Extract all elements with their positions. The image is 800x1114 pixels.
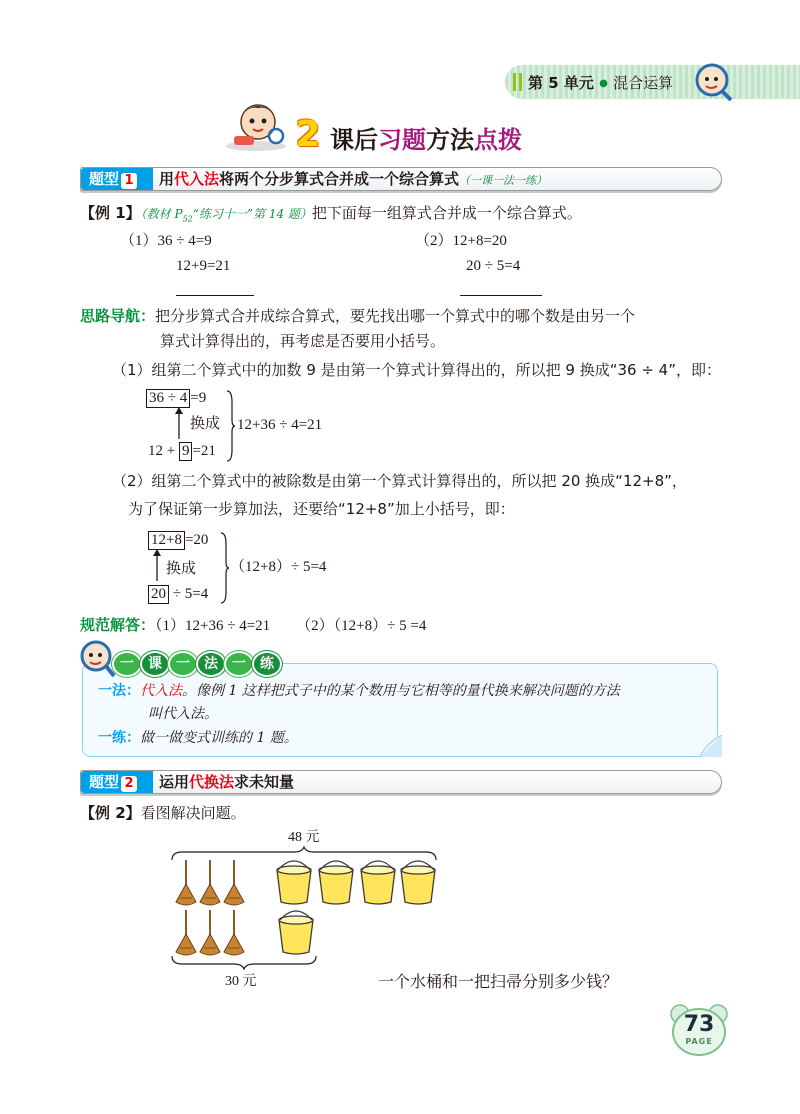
broom-icon (200, 910, 220, 955)
section-title-post: 求未知量 (234, 773, 295, 791)
section-tag-number: 1 (121, 173, 137, 189)
section-method: 代换法 (189, 773, 235, 791)
section-tag (81, 771, 153, 793)
diagram-2-row-1 (148, 530, 208, 550)
example-label: 【例 2】 (80, 804, 141, 822)
tip-method-text: 。像例 1 这样把式子中的某个数用与它相等的量代换来解决问题的方法 (182, 683, 620, 699)
page-number: 73 (683, 1012, 715, 1037)
page-word: PAGE (685, 1037, 713, 1046)
section-title-pre: 用 (159, 170, 175, 188)
source-pre: （教材 P (140, 207, 183, 221)
section-note: （一课一法一练） (459, 174, 548, 187)
change-label: 换成 (166, 559, 197, 577)
broom-icon (224, 860, 244, 905)
example-2-question: 一个水桶和一把扫帚分别多少钱？ (378, 972, 619, 991)
banner-char: 一 (224, 651, 254, 677)
guide-step-1: （1）组第二个算式中的加数 9 是由第一个算式计算得出的，所以把 9 换成“36 ÷ 4”，即： (112, 361, 721, 379)
banner-char: 一 (168, 651, 198, 677)
change-label: 换成 (190, 414, 221, 432)
title-part: 方法 (426, 126, 474, 154)
arrow-up-icon (172, 406, 186, 440)
bucket-icon (319, 861, 353, 904)
boxed-number: 9 (179, 442, 193, 461)
guide-step-2b: 为了保证第一步算加法，还要给“12+8”加上小括号，即： (128, 500, 515, 518)
broom-icon (176, 860, 196, 905)
broom-icon (176, 910, 196, 955)
answer-blank-2 (460, 295, 542, 296)
expression-result: =20 (184, 532, 209, 548)
title-number: 2 (295, 114, 321, 155)
brace-icon (220, 532, 230, 604)
tip-method-name: 代入法 (140, 683, 182, 699)
source-page: 52 (182, 214, 193, 224)
expression-result: =9 (190, 390, 207, 406)
section-title (159, 168, 547, 192)
section-tag-number: 2 (121, 776, 137, 792)
example-question: 把下面每一组算式合并成一个综合算式。 (311, 204, 582, 222)
boy-mascot-icon (222, 98, 294, 154)
top-price-label: 48 元 (288, 830, 320, 845)
diagram-1-row-2 (148, 441, 216, 461)
expression-pre: 12 + (148, 443, 176, 459)
magnifier-mascot-icon (692, 60, 734, 104)
textbook-source (140, 207, 312, 224)
section-title-post: 将两个分步算式合并成一个综合算式 (219, 170, 460, 188)
tip-practice-text: 做一做变式训练的 1 题。 (140, 730, 298, 746)
expression-result: =21 (192, 443, 216, 459)
unit-header-stripe (513, 73, 516, 91)
example-2-heading (80, 803, 246, 823)
banner-char: 一 (112, 651, 142, 677)
question-1b: 12+9=21 (176, 258, 231, 274)
tip-method-line (98, 680, 620, 702)
diagram-1-result: 12+36 ÷ 4=21 (237, 417, 323, 433)
tip-practice-line (98, 727, 298, 749)
question-1a: （1）36 ÷ 4=9 (120, 233, 212, 249)
section-title-pre: 运用 (159, 773, 190, 791)
arrow-up-icon (150, 548, 164, 582)
title-part: 课后 (330, 126, 378, 154)
guide-step-2a: （2）组第二个算式中的被除数是由第一个算式计算得出的，所以把 20 换成“12+8”， (112, 472, 687, 490)
boxed-number: 20 (148, 585, 169, 604)
banner-char: 练 (252, 651, 282, 677)
diagram-2-row-2 (148, 584, 208, 604)
unit-header-stripe (519, 73, 522, 91)
answer-2: （2）（12+8）÷ 5 =4 (296, 618, 427, 634)
page-title (330, 120, 522, 155)
answer-blank-1 (176, 295, 254, 296)
brooms-and-buckets-illustration (170, 856, 450, 966)
guide-label: 思路导航： (80, 307, 156, 325)
boxed-expression: 36 ÷ 4 (146, 389, 190, 408)
guide-text: 把分步算式合并成综合算式，要先找出哪一个算式中的哪个数是由另一个 (155, 307, 636, 325)
banner-char: 法 (196, 651, 226, 677)
unit-title (528, 72, 673, 93)
broom-icon (200, 860, 220, 905)
tip-method-line-2: 叫代入法。 (148, 706, 218, 722)
question-2b: 20 ÷ 5=4 (466, 258, 521, 274)
page-curl-icon (700, 735, 722, 757)
question-2a: （2）12+8=20 (415, 233, 507, 249)
broom-icon (224, 910, 244, 955)
example-question: 看图解决问题。 (140, 804, 246, 822)
guide-line-2: 算式计算得出的，再考虑是否要用小括号。 (160, 332, 446, 350)
section-tag-label: 题型 (89, 170, 120, 188)
section-tag-label: 题型 (89, 773, 120, 791)
title-highlight: 习题 (378, 126, 426, 154)
banner-char: 课 (140, 651, 170, 677)
dot-separator-icon: ● (599, 78, 608, 89)
section-header-2 (80, 770, 722, 794)
standard-answer (80, 615, 426, 636)
section-tag (81, 168, 153, 190)
unit-topic: 混合运算 (613, 74, 674, 92)
tip-banner (112, 651, 280, 677)
tip-practice-label: 一练： (98, 730, 140, 746)
bottom-price-label: 30 元 (225, 974, 257, 989)
example-1-heading (80, 203, 582, 229)
example-label: 【例 1】 (80, 204, 141, 222)
bucket-icon (279, 911, 313, 954)
brace-icon (226, 390, 236, 462)
section-method: 代入法 (174, 170, 220, 188)
answer-label: 规范解答： (80, 616, 156, 634)
magnifier-mascot-icon (78, 638, 116, 678)
boxed-expression: 12+8 (148, 531, 185, 550)
diagram-2-result: （12+8）÷ 5=4 (230, 559, 327, 575)
source-post: “练习十一”第 14 题） (192, 207, 312, 221)
diagram-1-row-1 (146, 388, 206, 408)
bucket-icon (401, 861, 435, 904)
unit-number: 第 5 单元 (528, 74, 594, 92)
bucket-icon (277, 861, 311, 904)
bottom-brace-icon (170, 954, 320, 970)
tip-method-label: 一法： (98, 683, 140, 699)
title-highlight: 点拨 (474, 126, 522, 154)
bucket-icon (361, 861, 395, 904)
guide-line-1 (80, 306, 635, 326)
section-header-1 (80, 167, 722, 191)
expression-result: ÷ 5=4 (169, 586, 209, 602)
answer-1: （1）12+36 ÷ 4=21 (155, 618, 271, 634)
section-title (159, 771, 294, 793)
